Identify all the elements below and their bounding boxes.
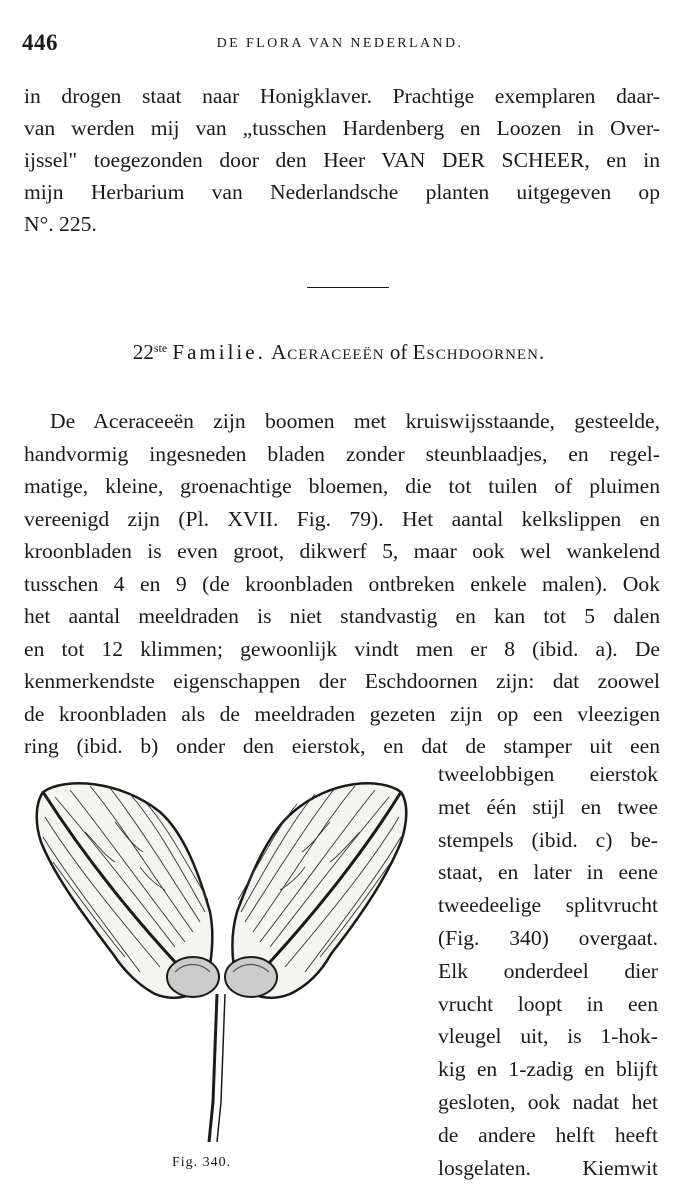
page-header	[22, 30, 658, 60]
text-line: staat, en later in eene	[438, 860, 658, 885]
section-of: of	[389, 340, 408, 364]
paragraph-intro	[24, 80, 660, 240]
text-line: met één stijl en twee	[438, 794, 658, 819]
family-alt-name: Eschdoornen.	[412, 340, 546, 364]
paragraph-beside-figure	[438, 758, 658, 1184]
text-line: in drogen staat naar Honigklaver. Prachtige exemplaren daar-	[24, 84, 660, 108]
paragraph-aceraceae	[24, 405, 660, 763]
text-line: vrucht loopt in een	[438, 991, 658, 1016]
text-line: N°. 225.	[24, 212, 97, 236]
text-line: de andere helft heeft	[438, 1122, 658, 1147]
section-divider	[307, 287, 389, 288]
text-line: mijn Herbarium van Nederlandsche planten uitgegeven op	[24, 180, 660, 204]
text-line: kroonbladen is even groot, dikwerf 5, maar ook wel wankelend	[24, 539, 660, 563]
text-line: vereenigd zijn (Pl. XVII. Fig. 79). Het aantal kelkslippen en	[24, 506, 660, 531]
text-line: de kroonbladen als de meeldraden gezeten zijn op een vleezigen	[24, 701, 660, 726]
section-number-suffix: ste	[153, 341, 168, 355]
samara-figure	[25, 772, 420, 1152]
text-line: ring (ibid. b) onder den eierstok, en dat de stamper uit een	[24, 734, 660, 758]
text-line: Elk onderdeel dier	[438, 958, 658, 983]
running-head: DE FLORA VAN NEDERLAND.	[216, 36, 464, 51]
text-line: kig en 1-zadig en blijft	[438, 1057, 658, 1082]
text-line: tweelobbigen eierstok	[438, 762, 658, 786]
text-line: De Aceraceeën zijn boomen met kruiswijsstaande, gesteelde,	[50, 409, 660, 433]
section-number: 22	[132, 340, 154, 364]
text-line: vleugel uit, is 1-hok-	[438, 1024, 658, 1049]
section-heading	[0, 340, 678, 365]
text-line: ijssel" toegezonden door den Heer VAN DER SCHEER, en in	[24, 148, 660, 172]
section-word: Familie.	[172, 340, 266, 364]
text-line: gesloten, ook nadat het	[438, 1089, 658, 1114]
text-line: (Fig. 340) overgaat.	[438, 925, 658, 950]
text-line: matige, kleine, groenachtige bloemen, die tot tuilen of pluimen	[24, 474, 660, 498]
figure-caption: Fig. 340.	[172, 1155, 232, 1170]
text-line: losgelaten. Kiemwit	[438, 1155, 658, 1180]
page-number: 446	[22, 30, 58, 55]
text-line: en tot 12 klimmen; gewoonlijk vindt men er 8 (ibid. a). De	[24, 636, 660, 661]
text-line: van werden mij van „tusschen Hardenberg en Loozen in Over-	[24, 116, 660, 140]
text-line: tweedeelige splitvrucht	[438, 893, 658, 918]
text-line: het aantal meeldraden is niet standvastig en kan tot 5 dalen	[24, 604, 660, 628]
text-line: tusschen 4 en 9 (de kroonbladen ontbreken enkele malen). Ook	[24, 571, 660, 596]
text-line: stempels (ibid. c) be-	[438, 827, 658, 852]
text-line: kenmerkendste eigenschappen der Eschdoornen zijn: dat zoowel	[24, 669, 660, 693]
text-line: handvormig ingesneden bladen zonder steunblaadjes, en regel-	[24, 441, 660, 466]
family-name: Aceraceeën	[271, 340, 385, 364]
maple-samara-illustration	[25, 772, 420, 1152]
